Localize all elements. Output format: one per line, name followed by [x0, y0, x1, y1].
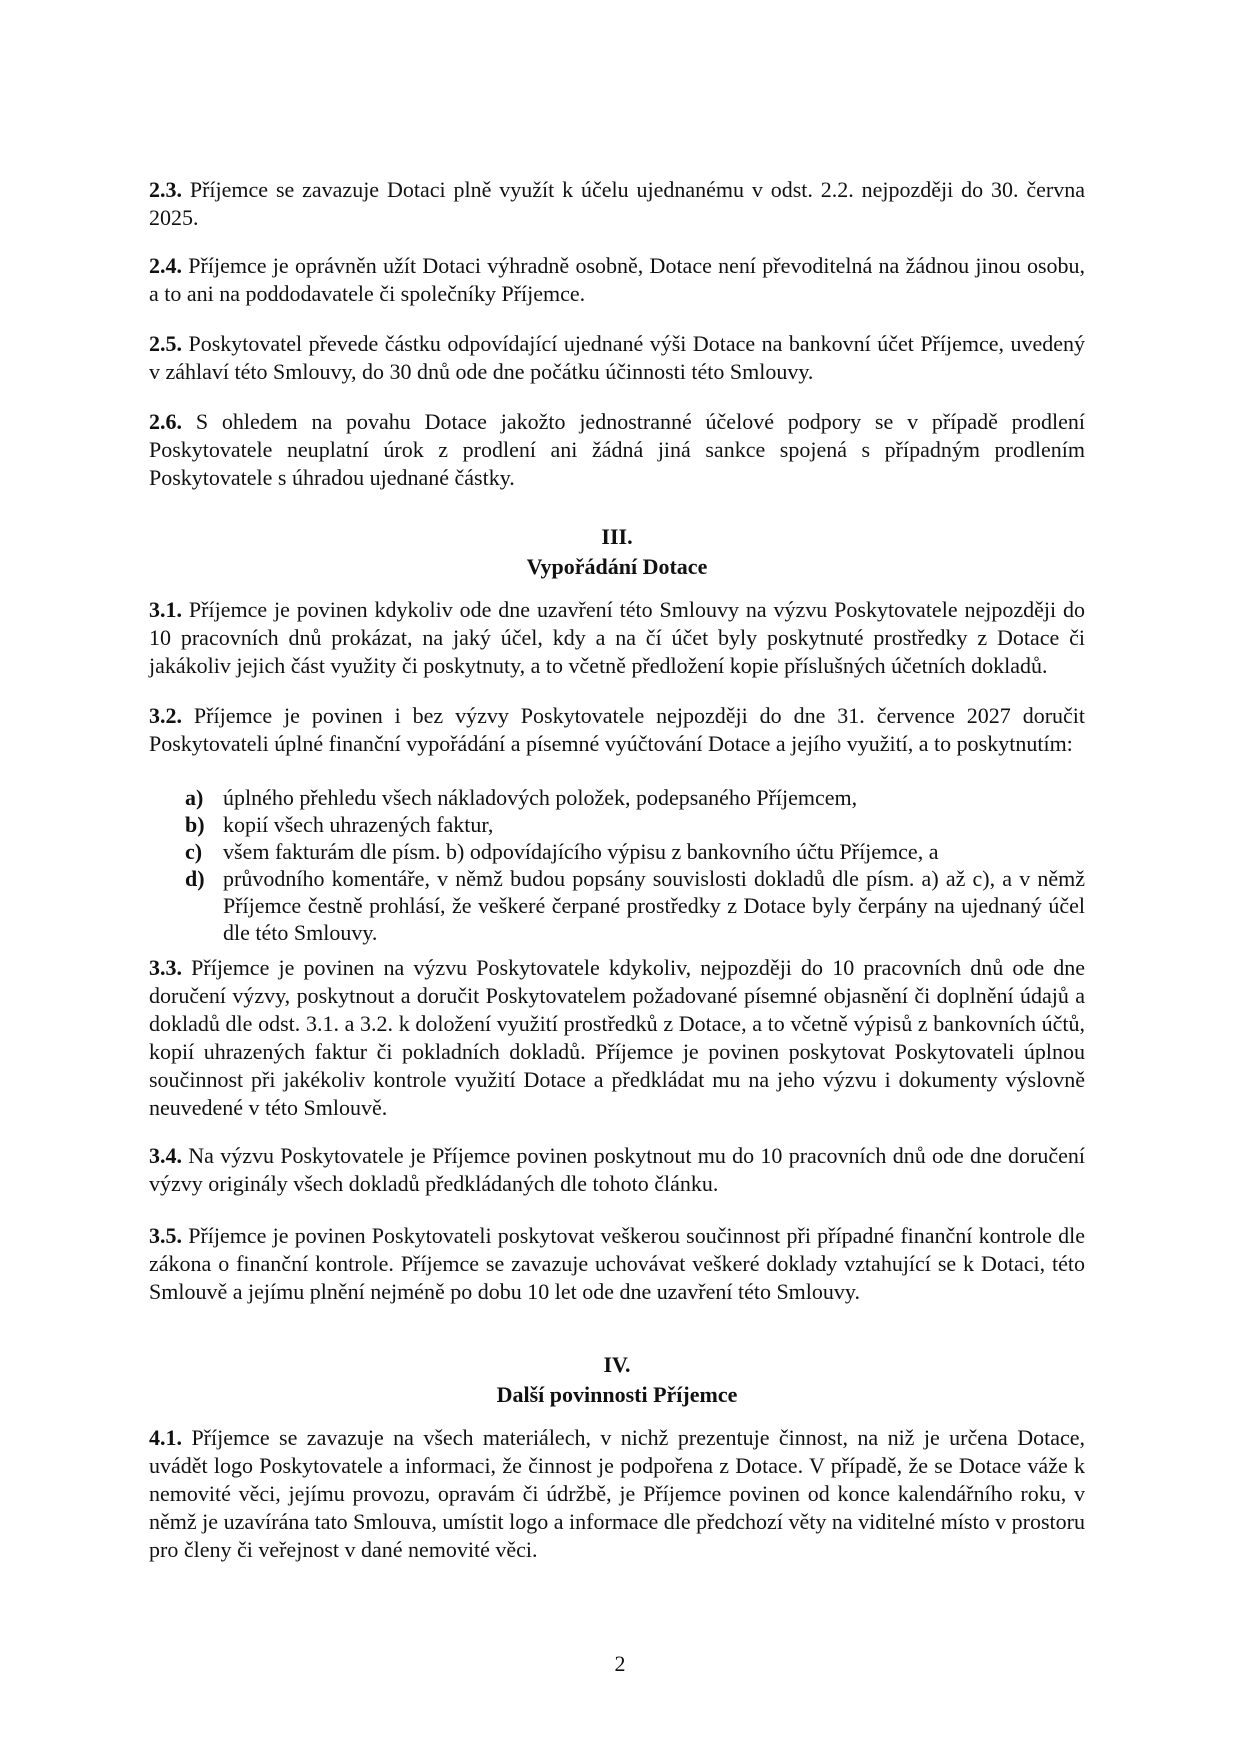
- list-item: [149, 811, 1085, 838]
- paragraph-number: 3.1.: [149, 597, 182, 622]
- list-item-text: všem fakturám dle písm. b) odpovídajícího výpisu z bankovního účtu Příjemce, a: [223, 839, 939, 864]
- paragraph-number: 3.2.: [149, 703, 182, 728]
- paragraph-number: 2.5.: [149, 331, 182, 356]
- paragraph-text: Příjemce je povinen kdykoliv ode dne uzavření této Smlouvy na výzvu Poskytovatele nejpozději do 10 pracovních dnů prokázat, na jaký účel, kdy a na čí účet byly poskytnuté prostředky z Dotace či jakákoliv jejich část využity či poskytnuty, a to včetně předložení kopie příslušných účetních dokladů.: [149, 597, 1085, 678]
- paragraph-2-6: [149, 408, 1085, 492]
- list-item-label: a): [185, 785, 204, 810]
- section-number: III.: [601, 524, 633, 549]
- paragraph-text: S ohledem na povahu Dotace jakožto jednostranné účelové podpory se v případě prodlení Poskytovatele neuplatní úrok z prodlení ani žádná jiná sankce spojená s případným prodlením Poskytovatele s úhradou ujednané částky.: [149, 409, 1085, 490]
- paragraph-number: 2.3.: [149, 177, 182, 202]
- paragraph-2-4: [149, 252, 1085, 308]
- paragraph-text: Příjemce je povinen na výzvu Poskytovatele kdykoliv, nejpozději do 10 pracovních dnů ode dne doručení výzvy, poskytnout a doručit Poskytovatelem požadované písemné objasnění či doplnění údajů a dokladů dle odst. 3.1. a 3.2. k doložení využití prostředků z Dotace, a to včetně výpisů z bankovních účtů, kopií uhrazených faktur či pokladních dokladů. Příjemce je povinen poskytovat Poskytovateli úplnou součinnost při jakékoliv kontrole využití Dotace a předkládat mu na jeho výzvu i dokumenty výslovně neuvedené v této Smlouvě.: [149, 955, 1086, 1120]
- paragraph-text: Příjemce se zavazuje Dotaci plně využít k účelu ujednanému v odst. 2.2. nejpozději do 30. června 2025.: [149, 177, 1086, 230]
- list-item-label: b): [185, 812, 205, 837]
- list-3-2: [149, 784, 1085, 946]
- page-number: 2: [614, 1651, 626, 1676]
- paragraph-number: 4.1.: [149, 1425, 182, 1450]
- paragraph-text: Poskytovatel převede částku odpovídající ujednané výši Dotace na bankovní účet Příjemce, uvedený v záhlaví této Smlouvy, do 30 dnů ode dne počátku účinnosti této Smlouvy.: [149, 331, 1086, 384]
- section-title: Vypořádání Dotace: [526, 554, 708, 579]
- paragraph-text: Příjemce je povinen i bez výzvy Poskytovatele nejpozději do dne 31. července 2027 doručit Poskytovateli úplné finanční vypořádání a písemné vyúčtování Dotace a jejího využití, a to poskytnutím:: [149, 703, 1086, 756]
- paragraph-3-1: [149, 596, 1085, 680]
- paragraph-text: Příjemce je povinen Poskytovateli poskytovat veškerou součinnost při případné finanční kontrole dle zákona o finanční kontrole. Příjemce se zavazuje uchovávat veškeré doklady vztahující se k Dotaci, této Smlouvě a jejímu plnění nejméně po dobu 10 let ode dne uzavření této Smlouvy.: [149, 1223, 1086, 1304]
- list-item-text: průvodního komentáře, v němž budou popsány souvislosti dokladů dle písm. a) až c), a v němž Příjemce čestně prohlásí, že veškeré čerpané prostředky z Dotace byly čerpány na ujednaný účel dle této Smlouvy.: [223, 866, 1085, 945]
- paragraph-2-3: [149, 176, 1085, 232]
- list-item: [149, 838, 1085, 865]
- paragraph-2-5: [149, 330, 1085, 386]
- paragraph-3-3: [149, 954, 1085, 1122]
- section-number: IV.: [603, 1352, 631, 1377]
- paragraph-3-2: [149, 702, 1085, 758]
- paragraph-number: 3.3.: [149, 955, 182, 980]
- paragraph-3-4: [149, 1142, 1085, 1198]
- list-item-text: kopií všech uhrazených faktur,: [223, 812, 494, 837]
- list-item-text: úplného přehledu všech nákladových položek, podepsaného Příjemcem,: [223, 785, 858, 810]
- paragraph-number: 2.4.: [149, 253, 182, 278]
- list-item-label: c): [185, 839, 203, 864]
- section-title: Další povinnosti Příjemce: [496, 1382, 738, 1407]
- list-item: [149, 784, 1085, 811]
- list-item: [149, 865, 1085, 946]
- paragraph-number: 3.4.: [149, 1143, 182, 1168]
- section-heading-iv: [149, 1350, 1085, 1410]
- paragraph-text: Příjemce je oprávněn užít Dotaci výhradně osobně, Dotace není převoditelná na žádnou jinou osobu, a to ani na poddodavatele či společníky Příjemce.: [149, 253, 1085, 306]
- paragraph-number: 2.6.: [149, 409, 182, 434]
- list-item-label: d): [185, 866, 205, 891]
- paragraph-text: Na výzvu Poskytovatele je Příjemce povinen poskytnout mu do 10 pracovních dnů ode dne doručení výzvy originály všech dokladů předkládaných dle tohoto článku.: [149, 1143, 1086, 1196]
- section-heading-iii: [149, 522, 1085, 582]
- paragraph-text: Příjemce se zavazuje na všech materiálech, v nichž prezentuje činnost, na niž je určena Dotace, uvádět logo Poskytovatele a informaci, že činnost je podpořena z Dotace. V případě, že se Dotace váže k nemovité věci, jejímu provozu, opravám či údržbě, je Příjemce povinen od konce kalendářního roku, v němž je uzavírána tato Smlouva, umístit logo a informace dle předchozí věty na viditelné místo v prostoru pro členy či veřejnost v dané nemovité věci.: [149, 1425, 1086, 1562]
- paragraph-3-5: [149, 1222, 1085, 1306]
- paragraph-4-1: [149, 1424, 1085, 1564]
- paragraph-number: 3.5.: [149, 1223, 182, 1248]
